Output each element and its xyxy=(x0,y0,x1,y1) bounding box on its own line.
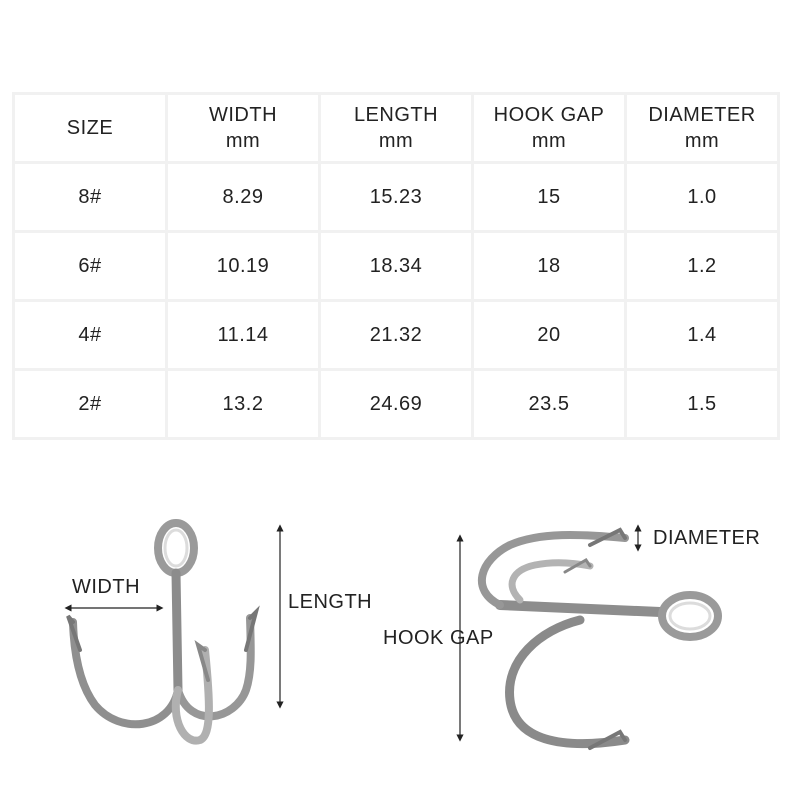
cell-hook-gap: 23.5 xyxy=(474,371,624,437)
length-label: LENGTH xyxy=(288,591,373,613)
header-label: SIZE xyxy=(66,117,114,139)
hook-dimension-diagram xyxy=(0,480,800,800)
table-row xyxy=(15,233,777,299)
header-hook-gap xyxy=(474,95,624,161)
header-unit: mm xyxy=(378,130,414,152)
hook-gap-label: HOOK GAP xyxy=(383,627,494,649)
cell-hook-gap: 18 xyxy=(474,233,624,299)
cell-width: 10.19 xyxy=(168,233,318,299)
header-length xyxy=(321,95,471,161)
cell-size: 8# xyxy=(15,164,165,230)
cell-hook-gap: 20 xyxy=(474,302,624,368)
header-width xyxy=(168,95,318,161)
cell-length: 24.69 xyxy=(321,371,471,437)
spec-table xyxy=(12,92,780,440)
cell-diameter: 1.4 xyxy=(627,302,777,368)
table-row xyxy=(15,164,777,230)
cell-length: 21.32 xyxy=(321,302,471,368)
header-diameter xyxy=(627,95,777,161)
table-header-row xyxy=(15,95,777,161)
table-row xyxy=(15,371,777,437)
table-row xyxy=(15,302,777,368)
diameter-label: DIAMETER xyxy=(653,527,761,549)
width-label: WIDTH xyxy=(72,576,141,598)
header-size xyxy=(15,95,165,161)
cell-hook-gap: 15 xyxy=(474,164,624,230)
header-label: HOOK GAP xyxy=(493,104,605,126)
header-label: WIDTH xyxy=(208,104,278,126)
cell-length: 15.23 xyxy=(321,164,471,230)
cell-diameter: 1.2 xyxy=(627,233,777,299)
header-label: LENGTH xyxy=(353,104,439,126)
cell-diameter: 1.5 xyxy=(627,371,777,437)
cell-width: 8.29 xyxy=(168,164,318,230)
cell-size: 6# xyxy=(15,233,165,299)
header-unit: mm xyxy=(531,130,567,152)
cell-width: 11.14 xyxy=(168,302,318,368)
treble-hook-front-image xyxy=(68,523,256,741)
header-unit: mm xyxy=(684,130,720,152)
cell-width: 13.2 xyxy=(168,371,318,437)
treble-hook-side-image xyxy=(482,530,718,748)
cell-size: 2# xyxy=(15,371,165,437)
cell-size: 4# xyxy=(15,302,165,368)
header-label: DIAMETER xyxy=(648,104,756,126)
cell-length: 18.34 xyxy=(321,233,471,299)
cell-diameter: 1.0 xyxy=(627,164,777,230)
header-unit: mm xyxy=(225,130,261,152)
